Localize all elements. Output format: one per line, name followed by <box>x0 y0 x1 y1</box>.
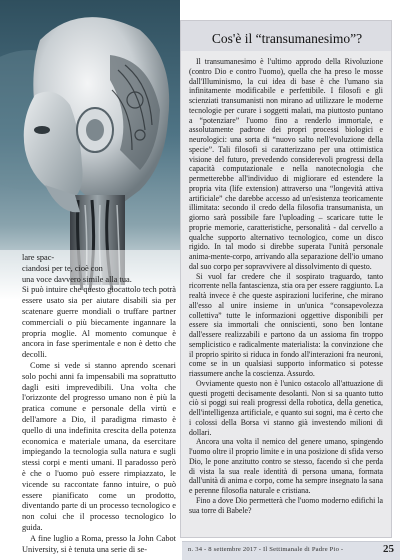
page-number: 25 <box>383 543 394 555</box>
sidebar-paragraph: Il transumanesimo è l'ultimo approdo della Rivoluzione (contro Dio e contro l'uomo), quella che ha preso le mosse dall'Illuminismo, la cui idea di base è che l'umano sia infinitamente modificabile e perfettibile. I filosofi e gli scienziati transumanisti non mirano ad utilizzare le moderne tecnologie per curare i soggetti malati, ma piuttosto puntano a “potenziare” l'uomo fino a renderlo immortale, e assolutamente padrone dei propri processi biologici e neurologici: una sorta di “nuovo salto nell'evoluzione della specie”. Tali filosofi si caratterizzano per una ottimistica visione del futuro, prevedendo considerevoli progressi della capacità computazionale e nella nanotecnologia che permetterebbe all'individuo di migliorare ed estendere la propria vita (life extension) attraverso una “longevità attiva artificiale” che darebbe accesso ad un'esistenza teoricamente illimitata: secondo il credo della filosofia transumanista, un giorno sarà possibile fare l'uploading – scaricare tutte le proprie memorie, caratteristiche, personalità - dal cervello a qualche supporto alternativo tecnologico, come un disco rigido. In tal modo si direbbe superata l'unità personale anima-mente-corpo, arrivando alla separazione dell'io umano dal suo corpo per sopravvivere al dissolvimento di questo. <box>189 57 383 271</box>
left-column-text <box>22 253 176 555</box>
body-paragraph: Si può intuire che questo giocattolo tech potrà essere usato sia per aiutare disabili sia per scatenare guerre mondiali o truffare partner commerciali o più biecamente ingannare la propria moglie. Al momento comunque è ancora in fase sperimentale e non è detto che decolli. <box>22 285 176 360</box>
page-footer <box>182 541 400 560</box>
sidebar-paragraph: Si vuol far credere che il sospirato traguardo, tanto ricorrente nella fantascienza, stia ora per essere raggiunto. La realtà invece è che queste aspirazioni luciferine, che mirano all'esso al unire insieme in un'unica “consapevolezza collettiva” tutte le informazioni oggettive disponibili per essere sia immortali che onniscienti, sono ben lontane dall'essere realizzabili e partono da un assioma fin troppo semplicistico e radicalmente materialista: la convinzione che il proprio spirito si riduca in fondo all'interazioni fra neuroni, come se in un qualsiasi supporto informatico si potesse riassumere anche la coscienza. Assurdo. <box>189 271 383 378</box>
wrapped-intro-line: una voce davvero simile alla tua. <box>22 274 132 284</box>
body-paragraph: Come si vede si stanno aprendo scenari solo pochi anni fa impensabili ma soprattutto dagli esiti imprevedibili. Una volta che l'orizzonte del progresso umano non è più la pratica comune e personale della virtù e dell'amore a Dio, il paradigma rimasto è quello di una indefinita crescita della potenza economica e materiale umana, da esercitare impiegando la tecnologia sulla natura e sugli stessi corpi e menti umani. Il paradosso però è che o l'uomo può essere rimpiazzato, le vicende su raccontate fanno intuire, o può essere pianificato come un prodotto, diventando parte di un processo tecnologico e non colui che il processo tecnologico lo guida. <box>22 360 176 532</box>
body-paragraph: A fine luglio a Roma, presso la John Cabot University, si è tenuta una serie di se- <box>22 533 176 554</box>
wrapped-intro-line: lare spac- <box>22 253 55 262</box>
sidebar-paragraph: Fino a dove Dio permetterà che l'uomo moderno edifichi la sua torre di Babele? <box>189 495 383 515</box>
transhumanism-sidebar <box>180 20 392 538</box>
sidebar-body <box>189 57 383 515</box>
wrapped-intro-line: ciandosi per te, cioè con <box>22 263 103 273</box>
sidebar-title: Cos'è il “transumanesimo”? <box>211 31 363 46</box>
footer-issue-info: n. 34 - 8 settembre 2017 - Il Settimanale di Padre Pio - <box>188 546 344 553</box>
sidebar-paragraph: Ancora una volta il nemico del genere umano, spingendo l'uomo oltre il proprio limite e in una posizione di sfida verso Dio, le pone anzitutto contro se stesso, facendo sì che perda di vista la sua reale identità di persona umana, formata dall'unità di anima e corpo, come ha sempre insegnato la sana e perenne filosofia naturale e cristiana. <box>189 437 383 495</box>
sidebar-paragraph: Ovviamente questo non è l'unico ostacolo all'attuazione di questi progetti decisamente desolanti. Non si sa quanto tutto ciò si poggi sui reali progressi della robotica, della genetica, dell'intelligenza artificiale, e quanto sui sogni, ma è certo che i colossi della Borsa vi stanno già investendo milioni di dollari. <box>189 378 383 437</box>
